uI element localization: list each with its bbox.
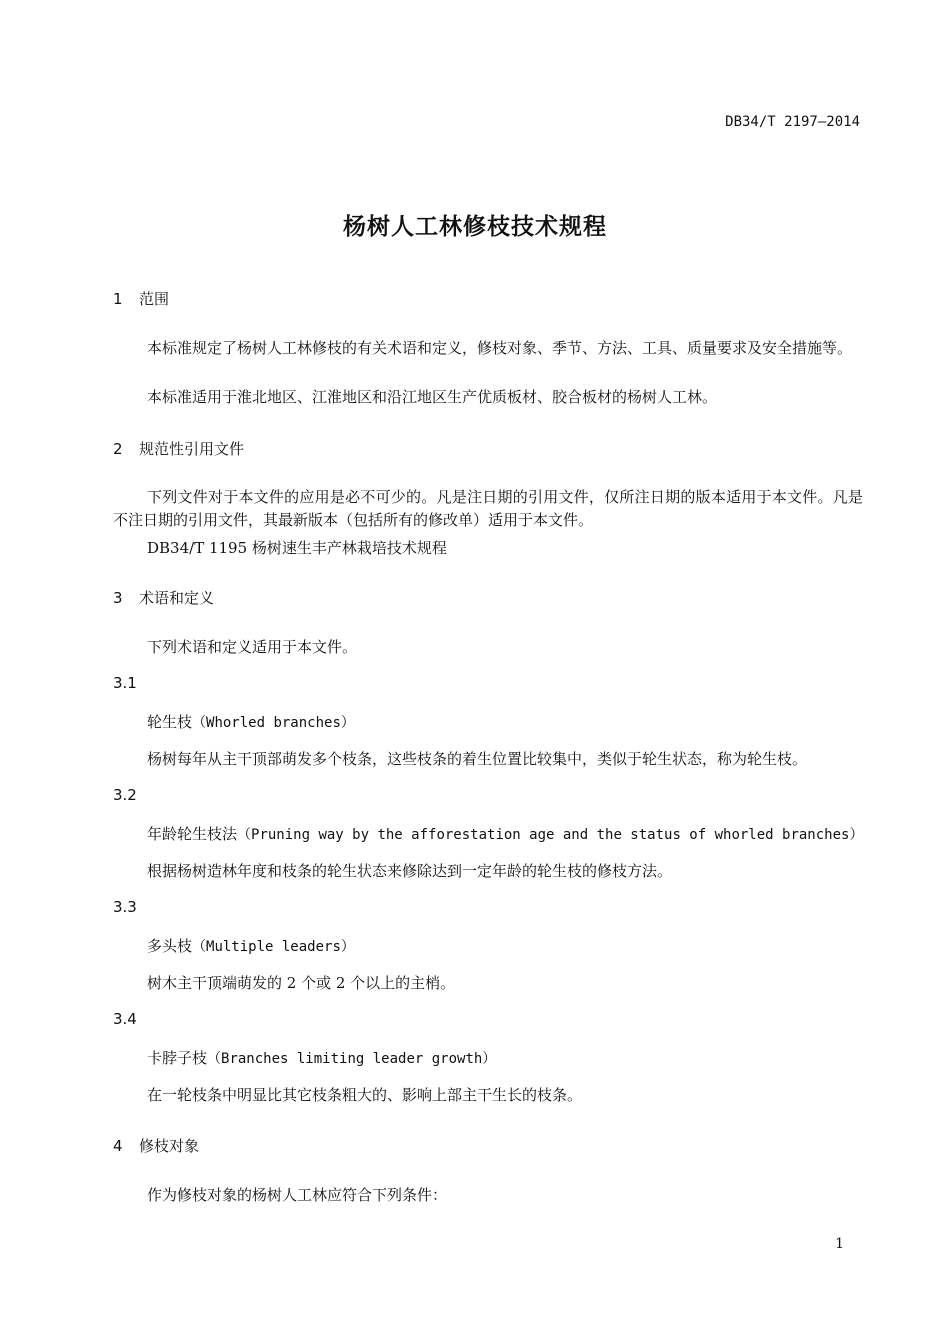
- term-number: 3.3: [113, 898, 137, 916]
- term-name: [147, 935, 355, 956]
- term-definition: 在一轮枝条中明显比其它枝条粗大的、影响上部主干生长的枝条。: [147, 1086, 583, 1104]
- term-number: 3.4: [113, 1010, 137, 1028]
- section-2-paragraph-1: 下列文件对于本文件的应用是必不可少的。凡是注日期的引用文件，仅所注日期的版本适用于本文件。凡是不注日期的引用文件，其最新版本（包括所有的修改单）适用于本文件。: [113, 488, 863, 529]
- section-1-paragraph-1: 本标准规定了杨树人工林修枝的有关术语和定义，修枝对象、季节、方法、工具、质量要求及安全措施等。: [147, 339, 853, 357]
- page-number: 1: [835, 1236, 844, 1252]
- term-number: 3.1: [113, 674, 137, 692]
- section-title: 术语和定义: [139, 589, 215, 607]
- section-3-heading: [113, 587, 214, 608]
- term-name: [147, 1047, 496, 1068]
- term-definition: 根据杨树造林年度和枝条的轮生状态来修除达到一定年龄的轮生枝的修枝方法。: [147, 862, 673, 880]
- normative-reference: DB34/T 1195 杨树速生丰产林栽培技术规程: [147, 539, 447, 557]
- section-1-paragraph-2: 本标准适用于淮北地区、江淮地区和沿江地区生产优质板材、胶合板材的杨树人工林。: [147, 388, 718, 406]
- section-1-heading: [113, 288, 169, 309]
- term-name-zh: 卡脖子枝: [147, 1049, 208, 1067]
- term-name: [147, 711, 355, 732]
- section-title: 规范性引用文件: [139, 440, 245, 458]
- term-name-zh: 轮生枝: [147, 713, 193, 731]
- section-title: 修枝对象: [139, 1137, 200, 1155]
- term-name-en: （Whorled branches）: [192, 715, 355, 731]
- term-definition: 杨树每年从主干顶部萌发多个枝条，这些枝条的着生位置比较集中，类似于轮生状态，称为轮生枝。: [147, 750, 808, 768]
- term-name-en: （Branches limiting leader growth）: [207, 1051, 497, 1067]
- term-number: 3.2: [113, 786, 137, 804]
- section-4-intro: 作为修枝对象的杨树人工林应符合下列条件：: [147, 1186, 448, 1204]
- term-definition: 树木主干顶端萌发的 2 个或 2 个以上的主梢。: [147, 974, 456, 992]
- section-number: 4: [113, 1137, 123, 1155]
- section-4-heading: [113, 1135, 199, 1156]
- section-number: 3: [113, 589, 123, 607]
- section-number: 2: [113, 440, 123, 458]
- term-name-en: （Pruning way by the afforestation age and the status of whorled branches）: [237, 827, 864, 843]
- term-name-en: （Multiple leaders）: [192, 939, 355, 955]
- section-3-intro: 下列术语和定义适用于本文件。: [147, 638, 358, 656]
- document-code: DB34/T 2197—2014: [725, 114, 860, 130]
- term-name-zh: 多头枝: [147, 937, 193, 955]
- section-2-heading: [113, 438, 244, 459]
- section-title: 范围: [139, 290, 170, 308]
- document-title: 杨树人工林修枝技术规程: [343, 214, 607, 240]
- term-name-zh: 年龄轮生枝法: [147, 825, 238, 843]
- section-number: 1: [113, 290, 123, 308]
- term-name: [147, 823, 863, 844]
